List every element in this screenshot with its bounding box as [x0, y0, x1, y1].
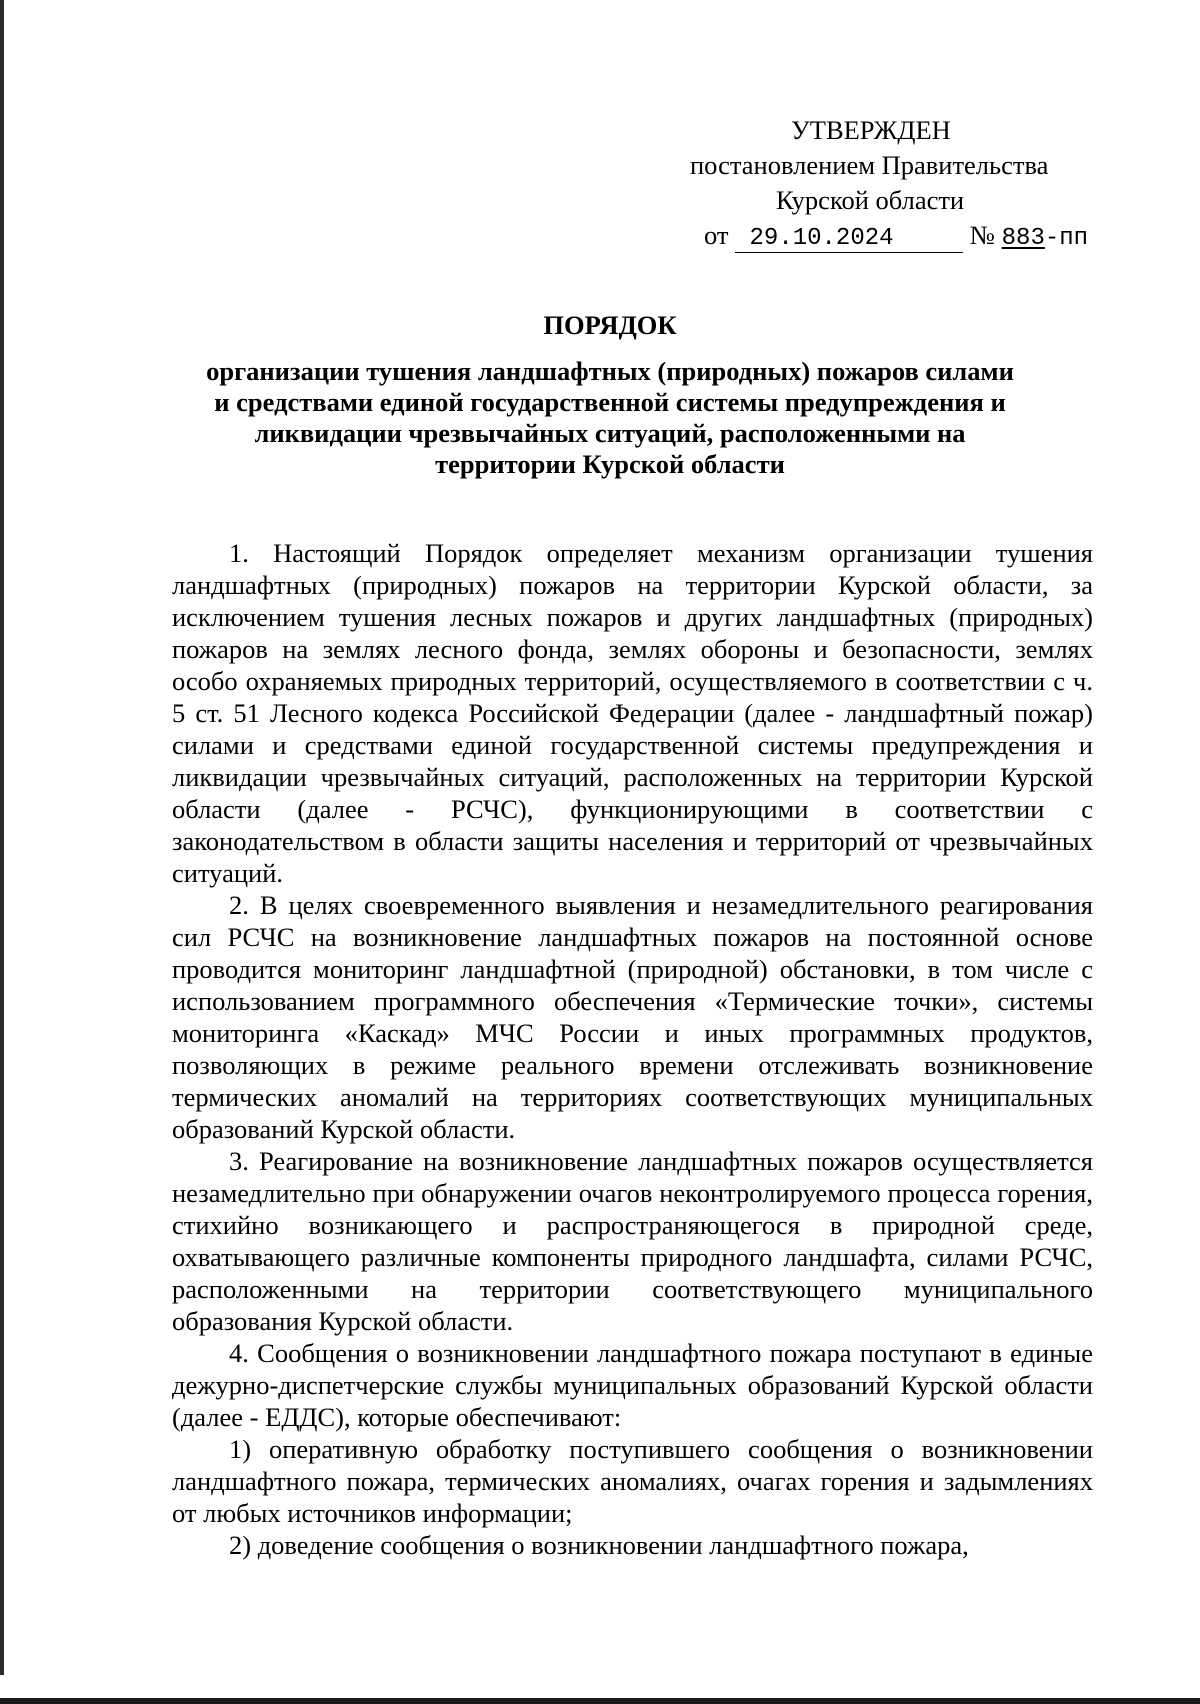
- approval-stamp-title: УТВЕРЖДЕН: [791, 115, 951, 145]
- document-subtitle-line-3: ликвидации чрезвычайных ситуаций, расположенными на: [254, 418, 966, 448]
- document-subtitle-line-1: организации тушения ландшафтных (природных) пожаров силами: [206, 356, 1014, 386]
- paragraph-4: 4. Сообщения о возникновении ландшафтного пожара поступают в единые дежурно-диспетчерские службы муниципальных образований Курской области (далее - ЕДДС), которые обеспечивают:: [172, 1338, 1093, 1432]
- scan-bottom-edge: [0, 1698, 1200, 1704]
- document-subtitle-line-2: и средствами единой государственной системы предупреждения и: [214, 387, 1006, 417]
- resolution-number-suffix: -пп: [1044, 225, 1089, 252]
- approval-date-number-line: [640, 218, 1110, 256]
- document-heading: ПОРЯДОК: [543, 310, 677, 340]
- number-prefix: №: [969, 220, 996, 250]
- approval-region: Курской области: [776, 185, 965, 215]
- date-prefix: от: [704, 220, 729, 250]
- document-body: [172, 537, 1093, 1561]
- paragraph-3: 3. Реагирование на возникновение ландшафтных пожаров осуществляется незамедлительно при обнаружении очагов неконтролируемого процесса горения, стихийно возникающего и распространяющегося в природной среде, охватывающего различные компоненты природного ландшафта, силами РСЧС, расположенными на территории соответствующего муниципального образования Курской области.: [172, 1146, 1093, 1336]
- document-title: [140, 310, 1080, 480]
- approval-resolution: постановлением Правительства: [690, 150, 1049, 180]
- paragraph-4-item-1: 1) оперативную обработку поступившего сообщения о возникновении ландшафтного пожара, термических аномалиях, очагах горения и задымлениях от любых источников информации;: [172, 1434, 1093, 1528]
- paragraph-1: 1. Настоящий Порядок определяет механизм организации тушения ландшафтных (природных) пожаров на территории Курской области, за исключением тушения лесных пожаров и других ландшафтных (природных) пожаров на землях лесного фонда, землях обороны и безопасности, землях особо охраняемых природных территорий, осуществляемого в соответствии с ч. 5 ст. 51 Лесного кодекса Российской Федерации (далее - ландшафтный пожар) силами и средствами единой государственной системы предупреждения и ликвидации чрезвычайных ситуаций, расположенных на территории Курской области (далее - РСЧС), функционирующими в соответствии с законодательством в области защиты населения и территорий от чрезвычайных ситуаций.: [172, 538, 1093, 888]
- approval-block: [640, 113, 1110, 256]
- document-subtitle-line-4: территории Курской области: [435, 449, 785, 479]
- resolution-date: [735, 226, 963, 253]
- paragraph-4-item-2: 2) доведение сообщения о возникновении ландшафтного пожара,: [229, 1530, 969, 1560]
- scan-left-edge: [0, 0, 4, 1675]
- resolution-date-value: 29.10.2024: [749, 225, 894, 252]
- resolution-number: 883: [1001, 225, 1045, 252]
- paragraph-2: 2. В целях своевременного выявления и незамедлительного реагирования сил РСЧС на возникновение ландшафтных пожаров на постоянной основе проводится мониторинг ландшафтной (природной) обстановки, в том числе с использованием программного обеспечения «Термические точки», системы мониторинга «Каскад» МЧС России и иных программных продуктов, позволяющих в режиме реального времени отслеживать возникновение термических аномалий на территориях соответствующих муниципальных образований Курской области.: [172, 890, 1093, 1144]
